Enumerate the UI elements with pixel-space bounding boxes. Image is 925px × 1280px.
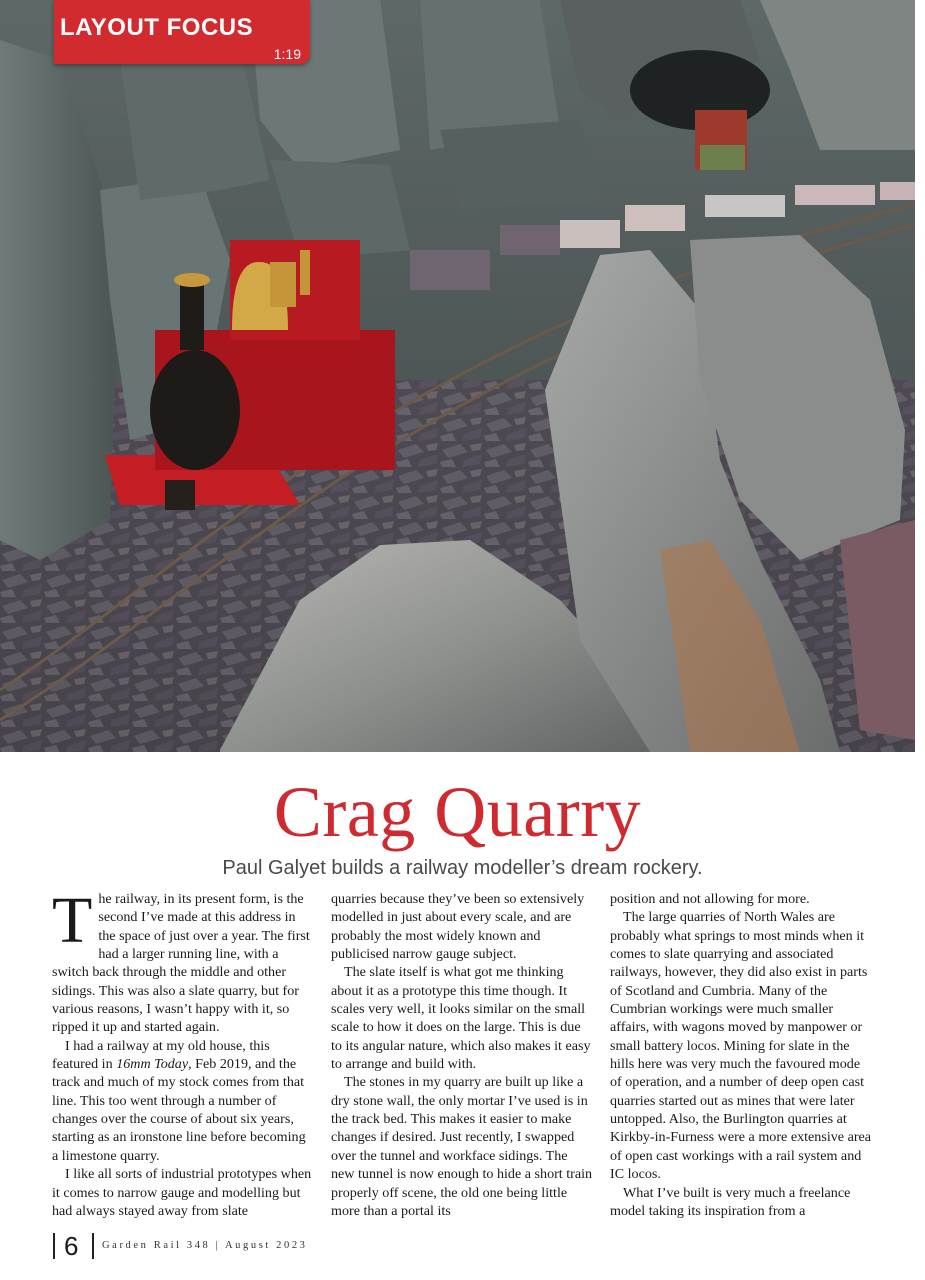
article-subtitle: Paul Galyet builds a railway modeller’s dream rockery.	[222, 857, 703, 879]
paragraph-text: he railway, in its present form, is the second I’ve made at this address in the space of just over a year. The first had a larger running line, with a switch back through the middle and other sidings. This was also a slate quarry, but for various reasons, I wasn’t happy with it, so ripped it up and started again.	[52, 891, 310, 1036]
footer-rule-right	[92, 1233, 94, 1259]
magazine-reference: 16mm Today	[116, 1056, 189, 1073]
column-1	[52, 884, 314, 1220]
paragraph-text: , Feb 2019, and the track and much of my stock comes from that line. This too went through a number of changes over the course of about six years, starting as an ironstone line before becoming a limestone quarry.	[52, 1056, 306, 1164]
footer-rule-left	[53, 1233, 55, 1259]
paragraph: position and not allowing for more.	[610, 891, 810, 907]
paragraph	[52, 884, 314, 1037]
scale-label: 1:19	[273, 46, 301, 62]
paragraph-text: I had a railway at my old house, this featured in	[52, 1037, 270, 1073]
article-title: Crag Quarry	[273, 772, 642, 852]
column-2	[331, 890, 593, 1220]
paragraph: The large quarries of North Wales are probably what springs to most minds when it comes to slate quarrying and associated railways, however, they did also exist in parts of Scotland and Cumbria. Many of the Cumbrian workings were much smaller affairs, with wagons moved by manpower or small battery locos. Mining for slate in the hills here was very much the favoured mode of operation, and a number of deep open cast quarries started out as mines that were later untopped. Also, the Burlington quarries at Kirkby-in-Furness were a more extensive area of open cast workings with a rail system and IC locos.	[610, 909, 872, 1183]
section-tag-label: LAYOUT FOCUS	[60, 14, 254, 41]
column-3	[610, 890, 872, 1220]
paragraph: What I’ve built is very much a freelance model taking its inspiration from a	[610, 1184, 851, 1219]
drop-cap: T	[52, 884, 93, 957]
paragraph: The slate itself is what got me thinking about it as a prototype this time though. It scales very well, it looks similar on the small scale to how it does on the large. This is due to its angular nature, which also makes it easy to arrange and build with.	[331, 964, 591, 1073]
paragraph: The stones in my quarry are built up like a dry stone wall, the only mortar I’ve used is in the track bed. This makes it easier to make changes if desired. Just recently, I swapped over the tunnel and workface sidings. The new tunnel is now enough to hide a short train properly off scene, the old one being little more than a portal its	[331, 1074, 593, 1219]
section-tag	[54, 0, 310, 64]
paragraph	[52, 1037, 314, 1165]
paragraph: I like all sorts of industrial prototypes when it comes to narrow gauge and modelling but had always stayed away from slate	[52, 1166, 312, 1219]
paragraph: quarries because they’ve been so extensively modelled in just about every scale, and are probably the most widely known and publicised narrow gauge subject.	[331, 891, 585, 963]
running-footer: Garden Rail 348 | August 2023	[102, 1240, 308, 1251]
page-number: 6	[64, 1231, 79, 1261]
